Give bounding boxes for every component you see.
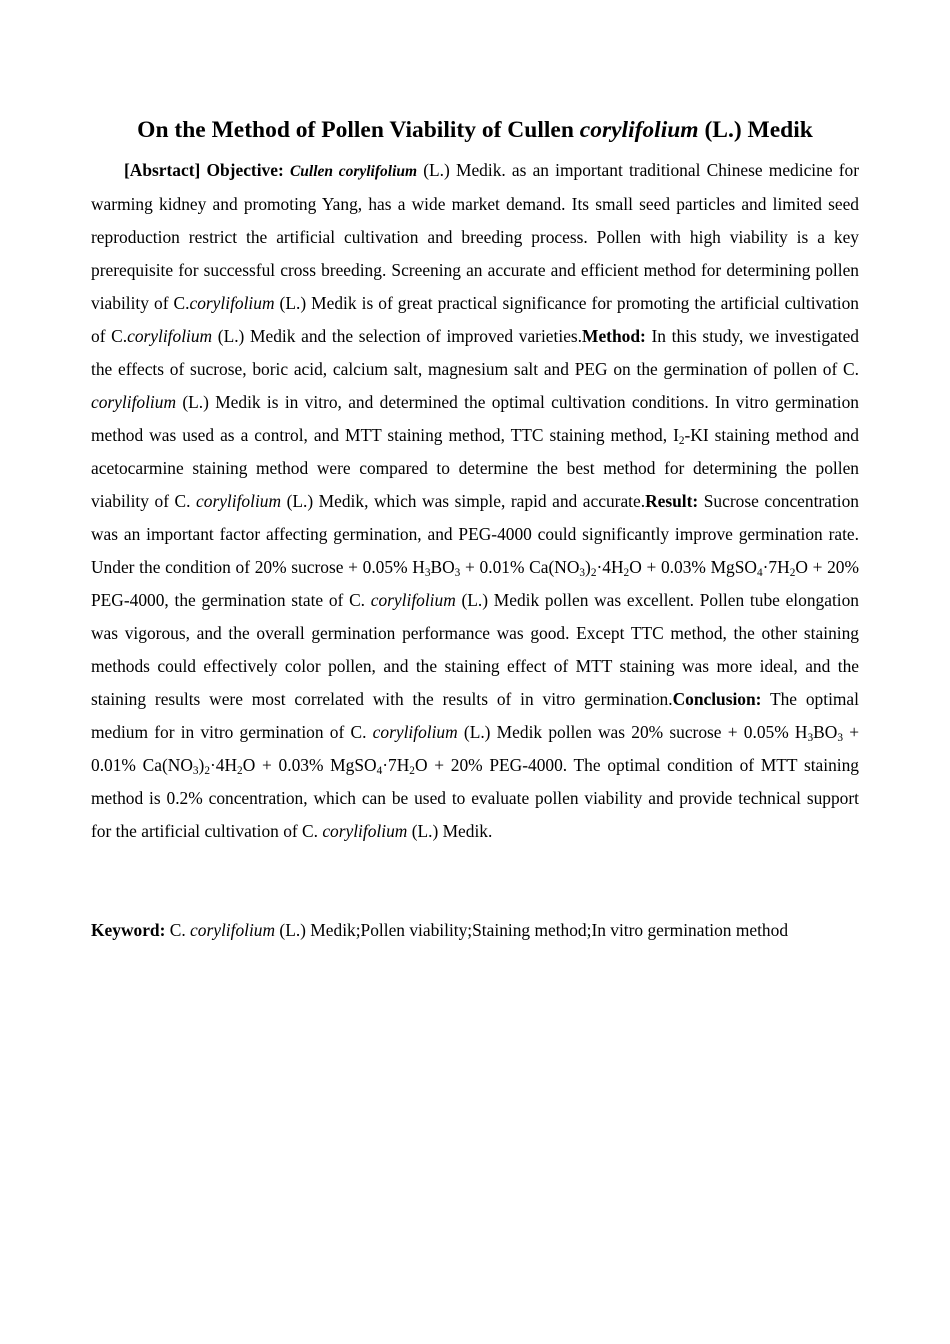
- abstract-text-12: The optimal medium for in vitro germination of C.: [91, 689, 859, 742]
- abstract-label: [Absrtact]: [124, 160, 201, 180]
- title-species-italic: corylifolium: [579, 117, 699, 143]
- formula-part: O + 0.03% MgSO: [242, 755, 377, 775]
- species-italic-7: corylifolium: [322, 821, 408, 841]
- abstract-text-7: (L.) Medik, which was simple, rapid and accurate.: [281, 491, 646, 511]
- abstract-text-6: -KI staining method and acetocarmine staining method were compared to determine the best method for determining the pollen viability of C.: [91, 425, 859, 511]
- title-part-3: (L.) Medik: [698, 117, 813, 143]
- abstract-text-2: (L.) Medik is of great practical significance for promoting the artificial cultivation of C.: [91, 293, 859, 346]
- species-italic-1: corylifolium: [189, 293, 275, 313]
- subscript: 4: [756, 566, 763, 579]
- abstract-text-13: (L.) Medik pollen was 20% sucrose + 0.05% H: [457, 722, 808, 742]
- species-italic-6: corylifolium: [372, 722, 458, 742]
- formula-part: ·7H: [382, 755, 410, 775]
- abstract-text-11: (L.) Medik pollen was excellent. Pollen tube elongation was vigorous, and the overall germination performance was good. Except TTC method, the other staining methods could effectively color pollen, and the staining effect of MTT staining was more ideal, and the staining results were most correlated with the results of in vitro germination.: [91, 590, 859, 709]
- subscript: 2: [678, 434, 685, 447]
- keywords-text-2: (L.) Medik;Pollen viability;Staining method;In vitro germination method: [275, 920, 789, 940]
- subscript: 2: [409, 764, 415, 777]
- formula-part: BO: [430, 557, 455, 577]
- formula-part: ·7H: [762, 557, 790, 577]
- abstract-text-1: (L.) Medik. as an important traditional Chinese medicine for warming kidney and promoting Yang, has a wide market demand. Its small seed particles and limited seed reproduction restrict the artificial cultivation and breeding process. Pollen with high viability is a key prerequisite for successful cross breeding. Screening an accurate and efficient method for determining pollen viability of C.: [91, 160, 859, 313]
- species-name-bold-italic: Cullen corylifolium: [289, 163, 418, 180]
- subscript: 3: [807, 731, 814, 744]
- subscript: 3: [579, 566, 586, 579]
- title-part-1: On the Method of Pollen Viability of Cullen: [137, 117, 580, 143]
- abstract-text-16: (L.) Medik.: [407, 821, 493, 841]
- species-italic-5: corylifolium: [370, 590, 456, 610]
- abstract-text-3: (L.) Medik and the selection of improved varieties.: [212, 326, 583, 346]
- subscript: 4: [376, 764, 383, 777]
- formula-part: ·4H: [210, 755, 238, 775]
- abstract-text-14: + 0.01% Ca(NO: [91, 722, 859, 775]
- subscript: 2: [789, 566, 796, 579]
- subscript: 2: [590, 566, 597, 579]
- subscript: 2: [237, 764, 243, 777]
- method-label: Method:: [582, 326, 646, 346]
- keywords-label: Keyword:: [91, 920, 166, 940]
- subscript: 3: [424, 566, 431, 579]
- formula-part: ): [585, 557, 591, 577]
- species-italic-2: corylifolium: [127, 326, 213, 346]
- species-italic-4: corylifolium: [196, 491, 282, 511]
- subscript: 3: [454, 566, 461, 579]
- paper-title: [60, 113, 890, 147]
- formula-part: BO: [813, 722, 838, 742]
- species-italic-3: corylifolium: [91, 392, 177, 412]
- conclusion-label: Conclusion:: [672, 689, 762, 709]
- abstract-text-8: Sucrose concentration was an important factor affecting germination, and PEG-4000 could significantly improve germination rate. Under the condition of 20% sucrose + 0.05% H: [91, 491, 859, 577]
- subscript: 3: [837, 731, 843, 744]
- formula-part: ·4H: [596, 557, 624, 577]
- abstract-text-4: In this study, we investigated the effects of sucrose, boric acid, calcium salt, magnesium salt and PEG on the germination of pollen of C.: [91, 326, 859, 379]
- subscript: 2: [204, 764, 210, 777]
- subscript: 2: [623, 566, 630, 579]
- abstract-paragraph: [91, 154, 859, 848]
- abstract-text-10: O + 20% PEG-4000, the germination state of C.: [91, 557, 859, 610]
- subscript: 3: [192, 764, 199, 777]
- keywords-species-italic: corylifolium: [190, 920, 276, 940]
- abstract-text-9: + 0.01% Ca(NO: [460, 557, 580, 577]
- abstract-text-15: O + 20% PEG-4000. The optimal condition of MTT staining method is 0.2% concentration, which can be used to evaluate pollen viability and provide technical support for the artificial cultivation of C.: [91, 755, 860, 841]
- formula-part: ): [198, 755, 205, 775]
- result-label: Result:: [645, 491, 699, 511]
- objective-label: Objective:: [206, 160, 284, 180]
- formula-part: O + 0.03% MgSO: [629, 557, 757, 577]
- keywords-paragraph: [91, 914, 859, 947]
- abstract-text-5: (L.) Medik is in vitro, and determined the optimal cultivation conditions. In vitro germination method was used as a control, and MTT staining method, TTC staining method, I: [91, 392, 859, 445]
- keywords-text-1: C.: [165, 920, 191, 940]
